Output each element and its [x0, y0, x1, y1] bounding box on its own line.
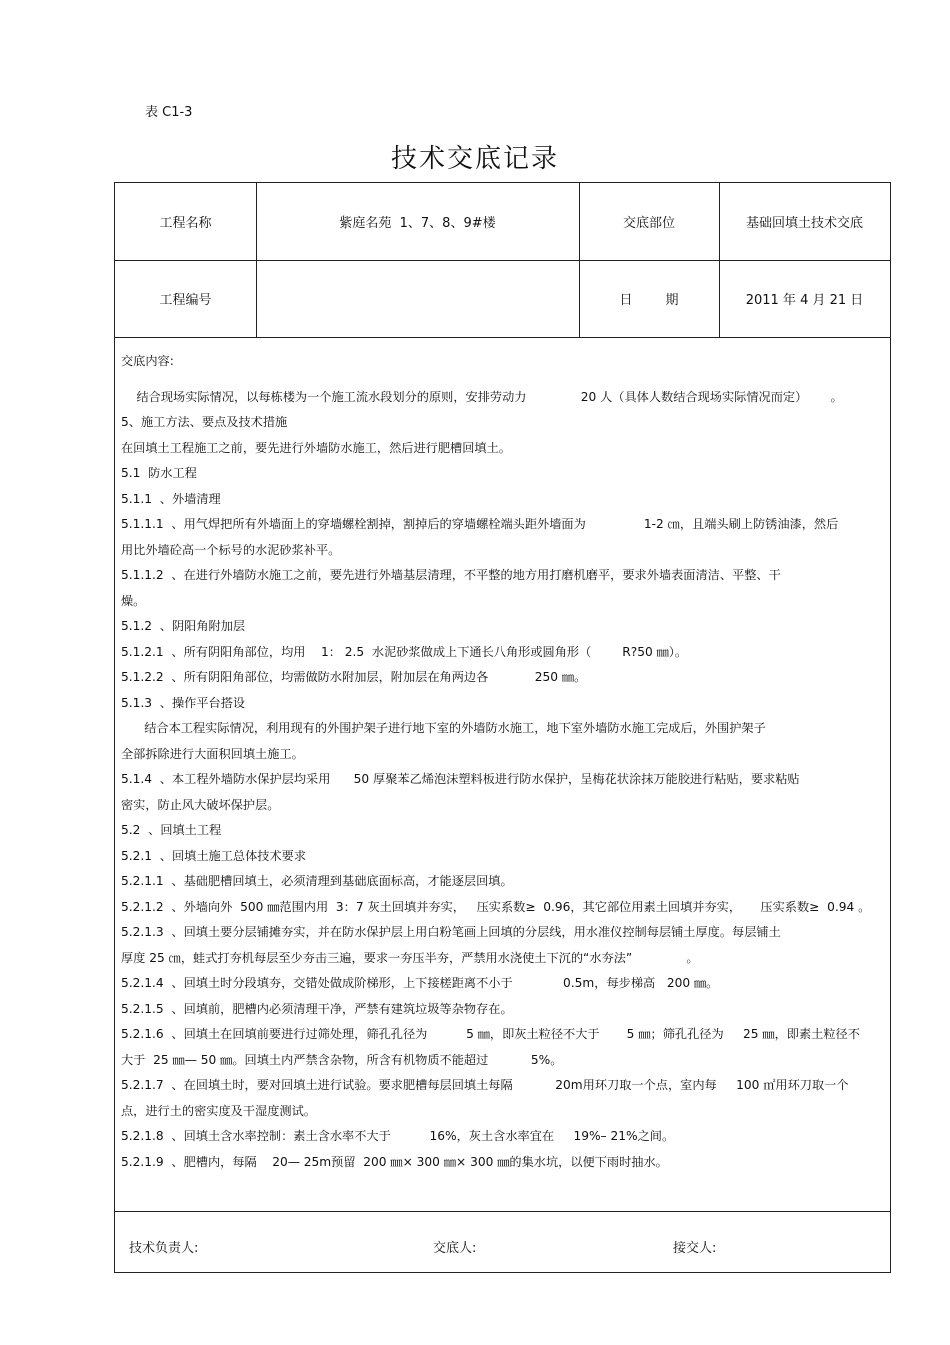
- tech-lead-signature-label: 技术负责人:: [129, 1241, 199, 1256]
- content-line: 5.1.1 、外墙清理: [121, 491, 221, 506]
- part-value: 基础回填土技术交底: [745, 216, 863, 231]
- content-line: 结合本工程实际情况，利用现有的外围护架子进行地下室的外墙防水施工，地下室外墙防水施工完成后，外围护架子: [121, 721, 766, 735]
- disclosure-content: [121, 349, 886, 1175]
- content-line: 5.2.1 、回填土施工总体技术要求: [121, 848, 307, 863]
- discloser-signature-label: 交底人:: [433, 1241, 477, 1256]
- project-name-label: 工程名称: [159, 216, 212, 231]
- content-line: 5.2 、回填土工程: [121, 823, 222, 837]
- content-line: 大于 25 ㎜— 50 ㎜。回填土内严禁含杂物，所含有机物质不能超过 5%。: [121, 1052, 563, 1067]
- content-line: 5.2.1.4 、回填土时分段填夯，交错处做成阶梯形，上下接槎距离不小于 0.5m，每步梯高 200 ㎜。: [121, 976, 719, 990]
- content-line: 厚度 25 ㎝，蛙式打夯机每层至少夯击三遍，要求一夯压半夯，严禁用水浇使土下沉的“水夯法” 。: [121, 950, 699, 965]
- content-line: 在回填土工程施工之前，要先进行外墙防水施工，然后进行肥槽回填土。: [121, 440, 511, 455]
- content-line: 结合现场实际情况，以每栋楼为一个施工流水段划分的原则，安排劳动力 20 人（具体人数结合现场实际情况而定） 。: [121, 389, 843, 404]
- content-line: 5.2.1.7 、在回填土时，要对回填土进行试验。要求肥槽每层回填土每隔 20m用环刀取一个点，室内每 100 ㎡用环刀取一个: [121, 1078, 849, 1092]
- content-line: 5.2.1.1 、基础肥槽回填土，必须清理到基础底面标高，才能逐层回填。: [121, 874, 513, 888]
- content-line: 5.1.1.1 、用气焊把所有外墙面上的穿墙螺栓割掉，割掉后的穿墙螺栓端头距外墙面为 1-2 ㎝，且端头刷上防锈油漆，然后: [121, 517, 839, 531]
- content-line: 5.1.3 、操作平台搭设: [121, 695, 246, 710]
- row-divider: [115, 1211, 890, 1212]
- content-line: 5.1 防水工程: [121, 466, 197, 480]
- project-name-value: 紫庭名苑 1、7、8、9#楼: [339, 216, 496, 231]
- content-line: 5、施工方法、要点及技术措施: [121, 415, 288, 429]
- content-line: 5.2.1.5 、回填前，肥槽内必须清理干净，严禁有建筑垃圾等杂物存在。: [121, 1001, 513, 1016]
- part-label: 交底部位: [622, 216, 675, 231]
- content-line: 5.2.1.3 、回填土要分层铺摊夯实，并在防水保护层上用白粉笔画上回填的分层线，用水准仪控制每层铺土厚度。每层铺土: [121, 925, 781, 939]
- content-heading: 交底内容:: [121, 354, 174, 368]
- receiver-signature-label: 接交人:: [673, 1241, 717, 1256]
- content-line: 5.2.1.9 、肥槽内，每隔 20— 25m预留 200 ㎜× 300 ㎜× 300 ㎜的集水坑，以便下雨时抽水。: [121, 1154, 668, 1169]
- content-line: 5.2.1.6 、回填土在回填前要进行过筛处理，筛孔孔径为 5 ㎜，即灰土粒径不大于 5 ㎜；筛孔孔径为 25 ㎜，即素土粒径不: [121, 1027, 860, 1041]
- content-line: 点，进行土的密实度及干湿度测试。: [121, 1103, 316, 1118]
- content-line: 5.1.2 、阴阳角附加层: [121, 619, 246, 633]
- record-table: [114, 182, 891, 1273]
- project-no-label: 工程编号: [159, 293, 212, 308]
- page-title: 技术交底记录: [390, 144, 559, 174]
- content-line: 5.2.1.8 、回填土含水率控制：素土含水率不大于 16%，灰土含水率宜在 19%– 21%之间。: [121, 1129, 675, 1143]
- date-value: 2011 年 4 月 21 日: [745, 293, 864, 308]
- date-label: 日 期: [619, 293, 679, 308]
- content-line: 5.2.1.2 、外墙向外 500 ㎜范围内用 3：7 灰土回填并夯实， 压实系数≥ 0.96，其它部位用素土回填并夯实， 压实系数≥ 0.94 。: [121, 899, 871, 914]
- content-line: 燥。: [121, 593, 146, 608]
- content-line: 5.1.2.1 、所有阴阳角部位，均用 1： 2.5 水泥砂浆做成上下通长八角形或圆角形（ R?50 ㎜）。: [121, 644, 688, 659]
- project-no-value: [256, 260, 579, 337]
- content-line: 全部拆除进行大面积回填土施工。: [121, 746, 304, 761]
- content-line: 5.1.2.2 、所有阴阳角部位，均需做防水附加层，附加层在角两边各 250 ㎜。: [121, 670, 587, 684]
- content-line: 密实，防止风大破坏保护层。: [121, 797, 280, 812]
- content-line: 5.1.1.2 、在进行外墙防水施工之前，要先进行外墙基层清理，不平整的地方用打磨机磨平，要求外墙表面清洁、平整、干: [121, 568, 781, 582]
- content-line: 用比外墙砼高一个标号的水泥砂浆补平。: [121, 542, 341, 557]
- content-line: 5.1.4 、本工程外墙防水保护层均采用 50 厚聚苯乙烯泡沫塑料板进行防水保护，呈梅花状涂抹万能胶进行粘贴，要求粘贴: [121, 772, 800, 786]
- form-number: 表 C1-3: [145, 105, 193, 120]
- row-divider: [115, 337, 890, 338]
